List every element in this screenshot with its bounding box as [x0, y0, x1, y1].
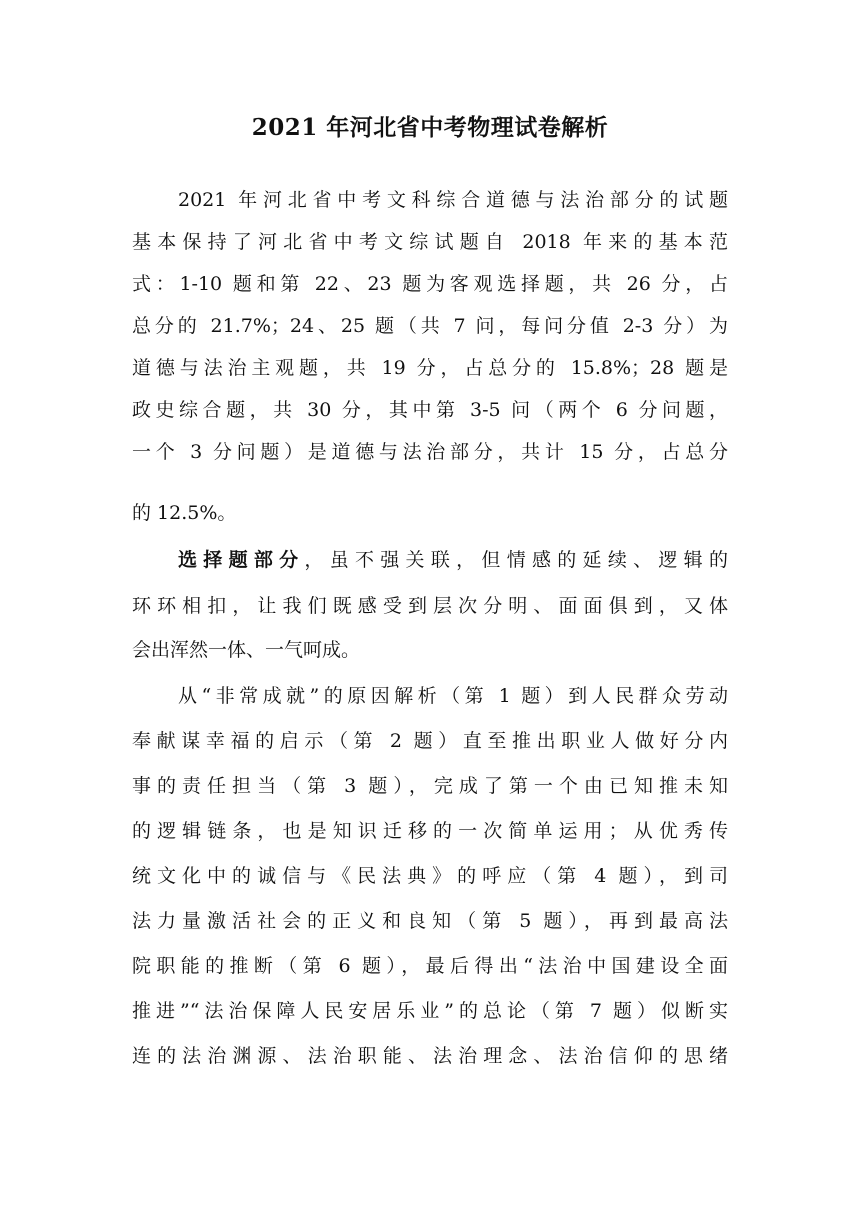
text-line: 总分的 21.7%；24、25 题（共 7 问，每问分值 2-3 分）为 — [132, 315, 728, 337]
text-line: 奉献谋幸福的启示（第 2 题）直至推出职业人做好分内 — [132, 730, 728, 752]
text-line: 基本保持了河北省中考文综试题自 2018 年来的基本范 — [132, 231, 728, 253]
text-line: 2021 年河北省中考文科综合道德与法治部分的试题 — [178, 189, 728, 211]
text-line: 连的法治渊源、法治职能、法治理念、法治信仰的思绪 — [132, 1045, 728, 1067]
text-line: 一个 3 分问题）是道德与法治部分，共计 15 分，占总分 — [132, 441, 728, 463]
text-line: 从“非常成就”的原因解析（第 1 题）到人民群众劳动 — [178, 685, 728, 707]
text-line: 道德与法治主观题，共 19 分，占总分的 15.8%；28 题是 — [132, 357, 728, 379]
text-line: 统文化中的诚信与《民法典》的呼应（第 4 题），到司 — [132, 865, 728, 887]
text-line: 事的责任担当（第 3 题），完成了第一个由已知推未知 — [132, 775, 728, 797]
text-line: 院职能的推断（第 6 题），最后得出“法治中国建设全面 — [132, 955, 728, 977]
document-title: 2021 年河北省中考物理试卷解析 — [251, 114, 609, 141]
text-line: 的 12.5%。 — [132, 502, 237, 524]
text-line: 式：1-10 题和第 22、23 题为客观选择题，共 26 分，占 — [132, 273, 728, 295]
text-line: 政史综合题，共 30 分，其中第 3-5 问（两个 6 分问题， — [132, 399, 728, 421]
section-lead: 选择题部分 — [178, 549, 305, 571]
text-line — [178, 542, 728, 578]
text-line: 推进”“法治保障人民安居乐业”的总论（第 7 题）似断实 — [132, 1000, 728, 1022]
text-line: 会出浑然一体、一气呵成。 — [132, 639, 361, 661]
text-line: 法力量激活社会的正义和良知（第 5 题），再到最高法 — [132, 910, 728, 932]
section-lead-rest: ，虽不强关联，但情感的延续、逻辑的 — [304, 549, 728, 571]
text-line: 环环相扣，让我们既感受到层次分明、面面俱到，又体 — [132, 595, 728, 617]
text-line: 的逻辑链条，也是知识迁移的一次简单运用；从优秀传 — [132, 820, 728, 842]
